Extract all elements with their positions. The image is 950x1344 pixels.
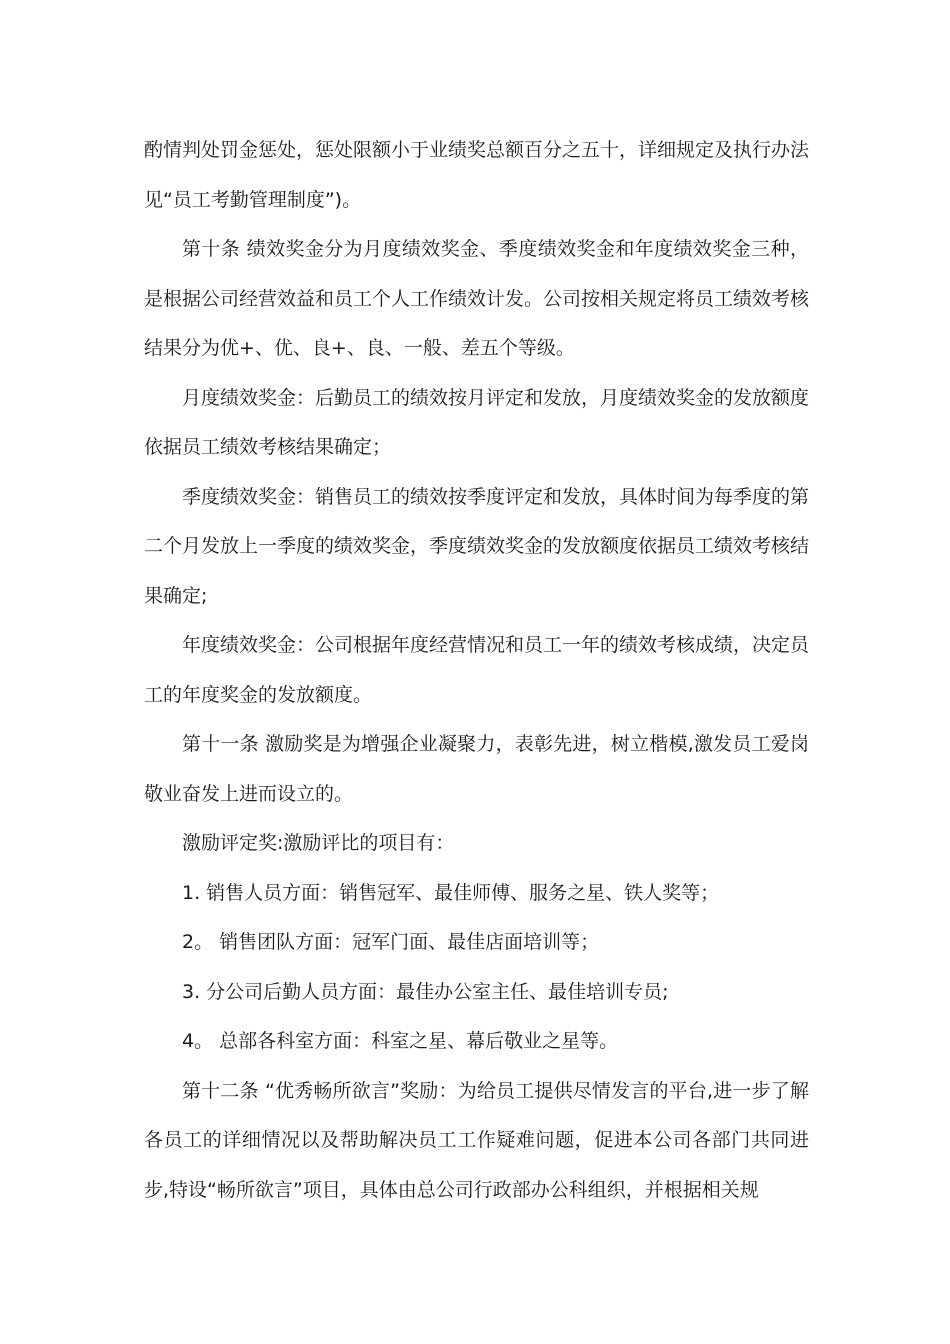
- list-item-branch-logistics: 3. 分公司后勤人员方面：最佳办公室主任、最佳培训专员;: [182, 980, 669, 1003]
- paragraph-quarterly-bonus: 季度绩效奖金：销售员工的绩效按季度评定和发放，具体时间为每季度的第二个月发放上一季度的绩效奖金，季度绩效奖金的发放额度依据员工绩效考核结果确定;: [144, 485, 810, 607]
- paragraph-annual-bonus: 年度绩效奖金：公司根据年度经营情况和员工一年的绩效考核成绩，决定员工的年度奖金的发放额度。: [144, 634, 810, 706]
- document-body: [144, 126, 809, 1215]
- list-item-sales-team: 2。 销售团队方面：冠军门面、最佳店面培训等；: [182, 931, 600, 953]
- list-item-sales-staff: 1. 销售人员方面：销售冠军、最佳师傅、服务之星、铁人奖等；: [182, 881, 720, 904]
- paragraph-incentive-items-intro: 激励评定奖:激励评比的项目有：: [182, 832, 455, 854]
- paragraph-penalty-continuation: 酌情判处罚金惩处，惩处限额小于业绩奖总额百分之五十，详细规定及执行办法见“员工考勤管理制度”)。: [144, 139, 810, 211]
- list-item-headquarters: 4。 总部各科室方面：科室之星、幕后敬业之星等。: [182, 1030, 619, 1052]
- paragraph-article-10: 第十条 绩效奖金分为月度绩效奖金、季度绩效奖金和年度绩效奖金三种，是根据公司经营效益和员工个人工作绩效计发。公司按相关规定将员工绩效考核结果分为优+、优、良+、良、一般、差五个等级。: [144, 238, 810, 359]
- paragraph-article-11: 第十一条 激励奖是为增强企业凝聚力，表彰先进，树立楷模,激发员工爱岗敬业奋发上进而设立的。: [144, 733, 809, 805]
- paragraph-monthly-bonus: 月度绩效奖金：后勤员工的绩效按月评定和发放，月度绩效奖金的发放额度依据员工绩效考核结果确定；: [144, 386, 810, 458]
- paragraph-article-12: 第十二条 “优秀畅所欲言”奖励：为给员工提供尽情发言的平台,进一步了解各员工的详细情况以及帮助解决员工工作疑难问题，促进本公司各部门共同进步,特设“畅所欲言”项目，具体由总公司行政部办公科组织，并根据相关规: [144, 1079, 809, 1201]
